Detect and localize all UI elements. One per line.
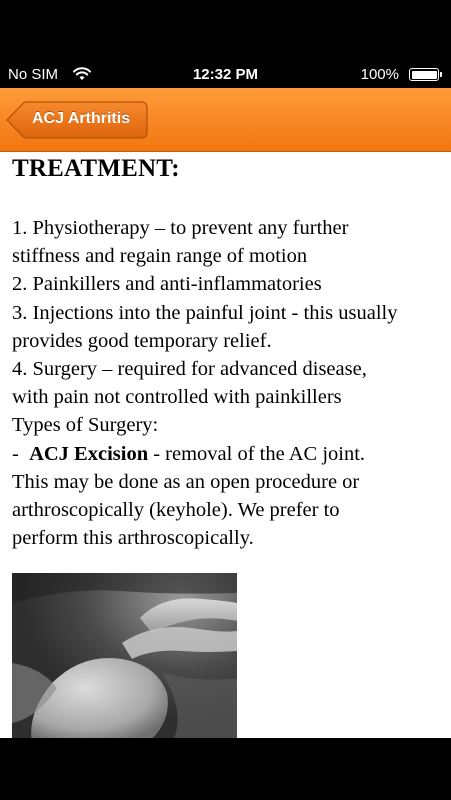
excision-description: - removal of the AC joint. (148, 442, 366, 465)
content-area (0, 152, 451, 738)
text-line: with pain not controlled with painkillers (12, 386, 342, 409)
excision-line (12, 440, 444, 468)
top-black-area (0, 0, 451, 62)
text-line: Types of Surgery: (12, 414, 159, 437)
text-line: 1. Physiotherapy – to prevent any further (12, 217, 349, 239)
page-heading: TREATMENT: (12, 155, 180, 182)
text-line: 3. Injections into the painful joint - this usually (12, 301, 398, 324)
battery-percent: 100% (360, 66, 399, 83)
text-line: 2. Painkillers and anti-inflammatories (12, 273, 322, 296)
battery-icon (409, 68, 439, 81)
text-line: arthroscopically (keyhole). We prefer to (12, 499, 340, 522)
xray-image (12, 573, 237, 738)
battery-fill (412, 71, 437, 79)
treatment-text (12, 214, 444, 552)
text-line: perform this arthroscopically. (12, 527, 254, 550)
text-line: This may be done as an open procedure or (12, 470, 360, 493)
status-time: 12:32 PM (192, 66, 259, 83)
excision-prefix: - (12, 442, 30, 465)
back-button[interactable] (6, 101, 147, 139)
text-line: stiffness and regain range of motion (12, 245, 308, 268)
text-line: provides good temporary relief. (12, 329, 272, 352)
text-line: 4. Surgery – required for advanced disease, (12, 358, 367, 381)
bottom-black-area (0, 738, 451, 800)
carrier-label: No SIM (8, 66, 59, 83)
back-button-label: ACJ Arthritis (32, 110, 131, 127)
excision-title: ACJ Excision (29, 442, 149, 465)
